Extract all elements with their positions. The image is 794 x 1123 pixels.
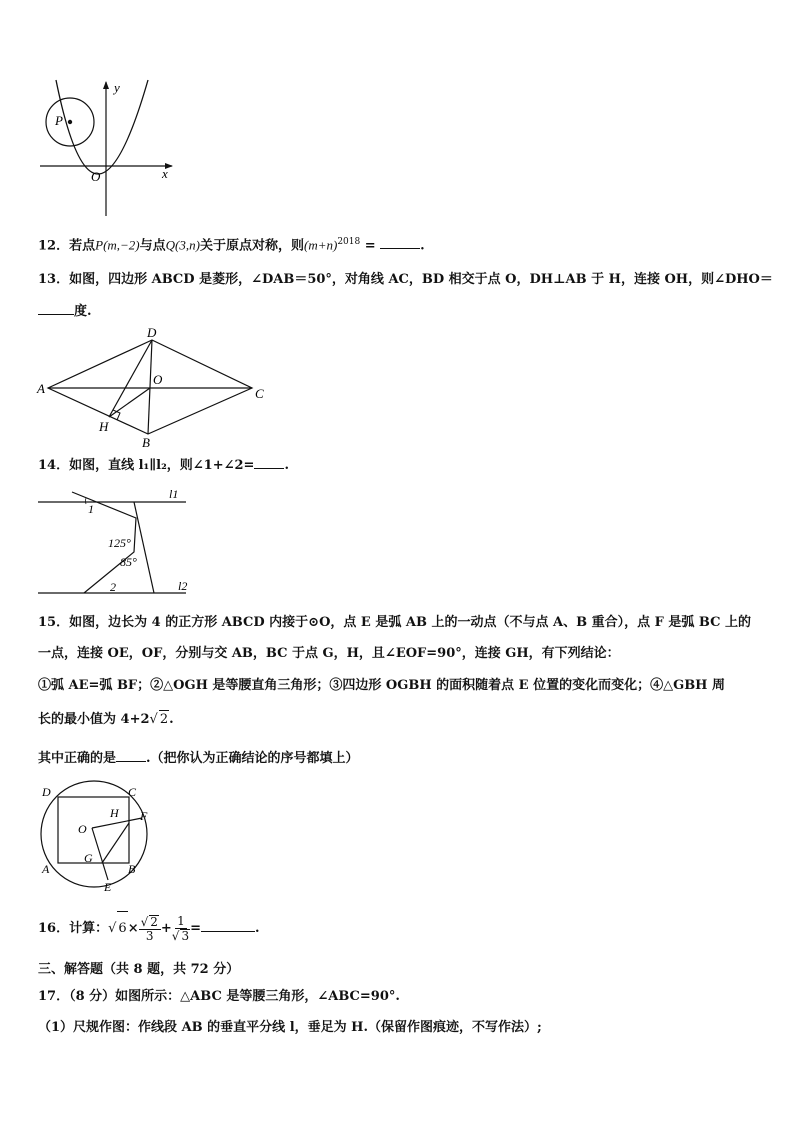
- label-c: C: [128, 785, 137, 799]
- q14-end: .: [284, 458, 289, 473]
- label-b: B: [128, 862, 136, 876]
- segment-gh: [102, 823, 129, 863]
- label-o: O: [153, 372, 163, 387]
- q16-fraction-1-num: 2: [150, 914, 158, 929]
- q15-line-4-end: .: [169, 712, 174, 727]
- q16-plus: +: [160, 921, 172, 936]
- question-17: [38, 988, 400, 1006]
- q15-line-5-a: 其中正确的是: [38, 751, 117, 766]
- answer-blank[interactable]: [201, 919, 255, 932]
- q12-q-args: (3,n): [175, 237, 200, 253]
- radical-sign: √: [108, 921, 117, 936]
- segment-oh: [109, 388, 150, 417]
- angle-1-arc: [86, 498, 87, 504]
- q12-point-p: P: [95, 237, 104, 253]
- q16-text: 计算：: [69, 921, 109, 936]
- q12-text-3: 关于原点对称，则: [199, 238, 304, 254]
- question-number: 13．: [38, 272, 70, 287]
- label-angle-2: 2: [110, 580, 116, 594]
- label-a: A: [42, 862, 50, 876]
- label-h: H: [99, 419, 109, 434]
- question-15-line-3: [38, 677, 725, 695]
- q13-line-2-end: 度.: [74, 304, 92, 319]
- segment-oe: [92, 828, 108, 880]
- label-angle-85: 85°: [120, 555, 137, 569]
- label-l1: l1: [169, 487, 179, 501]
- q16-radicand-1: 6: [117, 911, 127, 946]
- fig-parallel-lines: [36, 486, 196, 598]
- question-17-part-1: [38, 1019, 542, 1037]
- q16-fraction-1: $\frac{√ 2}{3}$: [139, 915, 161, 943]
- question-14: [38, 456, 289, 475]
- question-16: [38, 911, 260, 946]
- question-15-line-5: [38, 749, 359, 768]
- q15-line-3: ①弧 AE=弧 BF；②△OGH 是等腰直角三角形；③四边形 OGBH 的面积随着点 E 位置的变化而变化；④△GBH 周: [38, 678, 725, 693]
- q15-line-1: 如图，边长为 4 的正方形 ABCD 内接于⊙O，点 E 是弧 AB 上的一动点（不与点 A、B 重合），点 F 是弧 BC 上的: [69, 615, 752, 630]
- label-l2: l2: [178, 579, 188, 593]
- question-number: 12．: [38, 238, 70, 254]
- transversal-line: [134, 502, 154, 593]
- question-number: 14．: [38, 458, 70, 473]
- q15-radicand: 2: [159, 712, 169, 727]
- q14-text: 如图，直线 l₁∥l₂，则∠1+∠2=: [69, 458, 255, 473]
- segment-dh: [109, 340, 152, 417]
- label-o: O: [78, 822, 87, 836]
- question-13: [38, 271, 773, 289]
- label-d: D: [42, 785, 51, 799]
- point-p: [68, 120, 72, 124]
- q12-exponent: 2018: [337, 237, 361, 247]
- q16-fraction-2-num: 1: [177, 913, 185, 928]
- answer-blank[interactable]: [38, 302, 74, 315]
- question-13-line-2: [38, 302, 92, 321]
- label-o: O: [91, 169, 101, 184]
- q12-p-args: (m,−2): [103, 237, 140, 253]
- fig-rhombus: [34, 322, 270, 450]
- section-heading: [38, 961, 239, 979]
- q15-line-2: 一点，连接 OE，OF，分别与交 AB，BC 于点 G，H，且∠EOF=90°，连接 GH，有下列结论：: [38, 646, 620, 661]
- q15-line-5-b: .（把你认为正确结论的序号都填上）: [146, 751, 359, 766]
- label-g: G: [84, 851, 93, 865]
- q12-text-1: 若点: [69, 238, 96, 254]
- label-e: E: [104, 880, 112, 892]
- label-angle-125: 125°: [108, 536, 131, 550]
- section-title: 三、解答题（共 8 题，共 72 分）: [38, 962, 240, 977]
- parabola: [56, 80, 148, 174]
- label-d: D: [147, 325, 157, 340]
- label-h: H: [110, 806, 119, 820]
- q12-end: .: [420, 238, 425, 254]
- q16-fraction-2-den: 3: [181, 928, 190, 943]
- q16-fraction-1-den: 3: [145, 928, 154, 943]
- q12-text-4: =: [360, 238, 381, 254]
- label-y: y: [114, 80, 120, 95]
- y-arrow: [103, 81, 109, 89]
- diagonal-bd: [148, 340, 152, 434]
- answer-blank[interactable]: [254, 456, 284, 469]
- answer-blank[interactable]: [380, 236, 420, 249]
- q16-times: ×: [127, 921, 139, 936]
- label-b: B: [142, 435, 150, 450]
- label-f: F: [140, 809, 148, 823]
- fig-square-in-circle: [36, 780, 160, 892]
- label-a: A: [37, 381, 45, 396]
- q17-line-2: （1）尺规作图：作线段 AB 的垂直平分线 l，垂足为 H.（保留作图痕迹，不写作法）;: [38, 1020, 542, 1035]
- question-15-line-2: [38, 645, 620, 663]
- question-12: [38, 233, 425, 255]
- q12-expr: (m+n): [303, 237, 338, 253]
- label-angle-1: 1: [88, 502, 94, 516]
- q13-line-1: 如图，四边形 ABCD 是菱形，∠DAB＝50°，对角线 AC，BD 相交于点 O，DH⊥AB 于 H，连接 OH，则∠DHO＝: [69, 272, 773, 287]
- radical-sign: √: [149, 712, 158, 727]
- answer-blank[interactable]: [116, 749, 146, 762]
- question-15-line-4: [38, 710, 174, 729]
- q15-line-4-a: 长的最小值为 4+2: [38, 712, 150, 727]
- q16-fraction-2: $\frac{1}{√ 3}$: [171, 913, 190, 943]
- question-number: 15．: [38, 615, 70, 630]
- q16-end: .: [255, 921, 260, 936]
- fig-parabola-circle: [36, 78, 176, 218]
- q12-text-2: 与点: [139, 238, 166, 254]
- label-x: x: [162, 166, 168, 181]
- question-15-line-1: [38, 614, 751, 632]
- question-number: 16．: [38, 921, 70, 936]
- label-c: C: [255, 386, 264, 401]
- q12-point-q: Q: [165, 237, 176, 253]
- q16-eq: =: [190, 921, 201, 936]
- q17-line-1: 17．（8 分）如图所示：△ABC 是等腰三角形，∠ABC=90°.: [38, 989, 400, 1004]
- label-p: P: [55, 113, 63, 128]
